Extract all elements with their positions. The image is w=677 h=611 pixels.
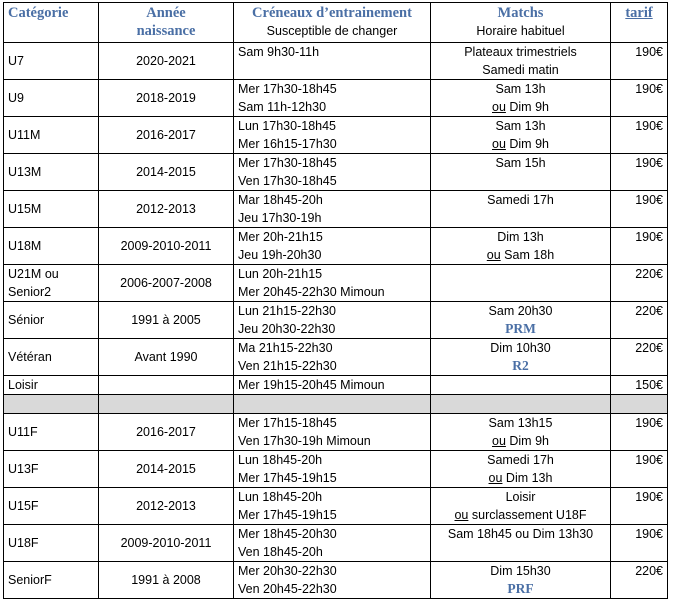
- price-cell: 190€: [611, 451, 668, 488]
- price-cell: 220€: [611, 265, 668, 302]
- price-cell: 220€: [611, 562, 668, 599]
- training-slots-cell: Mer 18h45-20h30 Ven 18h45-20h: [234, 525, 431, 562]
- category-cell: U11F: [4, 414, 99, 451]
- birth-year-cell: 1991 à 2005: [99, 302, 234, 339]
- match-time-cell: Sam 13h ou Dim 9h: [431, 117, 611, 154]
- training-slots-cell: Mer 20h30-22h30 Ven 20h45-22h30: [234, 562, 431, 599]
- birth-year-cell: 2012-2013: [99, 488, 234, 525]
- header-creneaux: Créneaux d’entrainement Susceptible de changer: [234, 3, 431, 43]
- price-cell: 190€: [611, 43, 668, 80]
- price-cell: 190€: [611, 488, 668, 525]
- birth-year-cell: 2018-2019: [99, 80, 234, 117]
- match-alternative: ou surclassement U18F: [454, 508, 587, 522]
- category-cell: SeniorF: [4, 562, 99, 599]
- match-alternative: ou Sam 18h: [486, 248, 555, 262]
- category-cell: Vétéran: [4, 339, 99, 376]
- category-cell: U11M: [4, 117, 99, 154]
- training-slots-cell: Lun 20h-21h15 Mer 20h45-22h30 Mimoun: [234, 265, 431, 302]
- division-level: PRM: [505, 321, 536, 336]
- training-slots-cell: Mer 17h15-18h45 Ven 17h30-19h Mimoun: [234, 414, 431, 451]
- match-time-cell: Sam 18h45 ou Dim 13h30: [431, 525, 611, 562]
- match-alternative: ou Dim 9h: [492, 434, 549, 448]
- table-row: [4, 339, 668, 376]
- table-row: [4, 43, 668, 80]
- training-slots-cell: Lun 21h15-22h30 Jeu 20h30-22h30: [234, 302, 431, 339]
- header-tarif: tarif: [611, 3, 668, 43]
- category-cell: Loisir: [4, 376, 99, 395]
- match-time-cell: Loisir ou surclassement U18F: [431, 488, 611, 525]
- birth-year-cell: Avant 1990: [99, 339, 234, 376]
- division-level: PRF: [507, 581, 534, 596]
- price-cell: 220€: [611, 302, 668, 339]
- schedule-table: [3, 2, 668, 599]
- table-body-mixed: [4, 43, 668, 395]
- price-cell: 150€: [611, 376, 668, 395]
- header-categorie: Catégorie: [4, 3, 99, 43]
- separator-row: [4, 395, 668, 414]
- price-cell: 190€: [611, 80, 668, 117]
- category-cell: U7: [4, 43, 99, 80]
- table-row: [4, 302, 668, 339]
- category-cell: U18M: [4, 228, 99, 265]
- category-cell: U18F: [4, 525, 99, 562]
- category-cell: U15F: [4, 488, 99, 525]
- birth-year-cell: 2009-2010-2011: [99, 525, 234, 562]
- training-slots-cell: Sam 9h30-11h: [234, 43, 431, 80]
- category-cell: U13F: [4, 451, 99, 488]
- price-cell: 190€: [611, 117, 668, 154]
- match-time-cell: Plateaux trimestriels Samedi matin: [431, 43, 611, 80]
- match-time-cell: Dim 10h30 R2: [431, 339, 611, 376]
- table-row: [4, 228, 668, 265]
- table-row: [4, 376, 668, 395]
- birth-year-cell: 1991 à 2008: [99, 562, 234, 599]
- match-time-cell: Sam 20h30 PRM: [431, 302, 611, 339]
- training-slots-cell: Mer 19h15-20h45 Mimoun: [234, 376, 431, 395]
- match-time-cell: Sam 13h ou Dim 9h: [431, 80, 611, 117]
- match-time-cell: [431, 265, 611, 302]
- match-time-cell: Sam 15h: [431, 154, 611, 191]
- training-slots-cell: Mer 20h-21h15 Jeu 19h-20h30: [234, 228, 431, 265]
- birth-year-cell: 2014-2015: [99, 154, 234, 191]
- table-row: [4, 414, 668, 451]
- separator-body: [4, 395, 668, 414]
- birth-year-cell: 2006-2007-2008: [99, 265, 234, 302]
- table-row: [4, 117, 668, 154]
- birth-year-cell: 2014-2015: [99, 451, 234, 488]
- table-row: [4, 562, 668, 599]
- division-level: R2: [512, 358, 529, 373]
- category-cell: U21M ou Senior2: [4, 265, 99, 302]
- price-cell: 190€: [611, 414, 668, 451]
- price-cell: 190€: [611, 191, 668, 228]
- birth-year-cell: 2012-2013: [99, 191, 234, 228]
- price-cell: 190€: [611, 228, 668, 265]
- training-slots-cell: Mer 17h30-18h45 Sam 11h-12h30: [234, 80, 431, 117]
- match-time-cell: Sam 13h15 ou Dim 9h: [431, 414, 611, 451]
- category-cell: Sénior: [4, 302, 99, 339]
- table-row: [4, 451, 668, 488]
- birth-year-cell: 2016-2017: [99, 117, 234, 154]
- table-row: [4, 488, 668, 525]
- table-row: [4, 265, 668, 302]
- training-slots-cell: Lun 17h30-18h45 Mer 16h15-17h30: [234, 117, 431, 154]
- training-slots-cell: Mer 17h30-18h45 Ven 17h30-18h45: [234, 154, 431, 191]
- match-time-cell: Dim 13h ou Sam 18h: [431, 228, 611, 265]
- birth-year-cell: 2016-2017: [99, 414, 234, 451]
- category-cell: U13M: [4, 154, 99, 191]
- table-row: [4, 80, 668, 117]
- price-cell: 220€: [611, 339, 668, 376]
- training-slots-cell: Lun 18h45-20h Mer 17h45-19h15: [234, 488, 431, 525]
- table-row: [4, 154, 668, 191]
- birth-year-cell: 2009-2010-2011: [99, 228, 234, 265]
- price-cell: 190€: [611, 154, 668, 191]
- birth-year-cell: 2020-2021: [99, 43, 234, 80]
- match-time-cell: Samedi 17h ou Dim 13h: [431, 451, 611, 488]
- match-time-cell: Samedi 17h: [431, 191, 611, 228]
- match-time-cell: Dim 15h30 PRF: [431, 562, 611, 599]
- header-matchs: Matchs Horaire habituel: [431, 3, 611, 43]
- training-slots-cell: Mar 18h45-20h Jeu 17h30-19h: [234, 191, 431, 228]
- table-row: [4, 191, 668, 228]
- category-cell: U9: [4, 80, 99, 117]
- match-alternative: ou Dim 13h: [488, 471, 553, 485]
- match-alternative: ou Dim 9h: [492, 100, 549, 114]
- match-time-cell: [431, 376, 611, 395]
- price-cell: 190€: [611, 525, 668, 562]
- header-annee: Année naissance: [99, 3, 234, 43]
- category-cell: U15M: [4, 191, 99, 228]
- training-slots-cell: Ma 21h15-22h30 Ven 21h15-22h30: [234, 339, 431, 376]
- table-row: [4, 525, 668, 562]
- birth-year-cell: [99, 376, 234, 395]
- training-slots-cell: Lun 18h45-20h Mer 17h45-19h15: [234, 451, 431, 488]
- match-alternative: ou Dim 9h: [492, 137, 549, 151]
- header-row: [4, 3, 668, 43]
- table-body-feminine: [4, 414, 668, 599]
